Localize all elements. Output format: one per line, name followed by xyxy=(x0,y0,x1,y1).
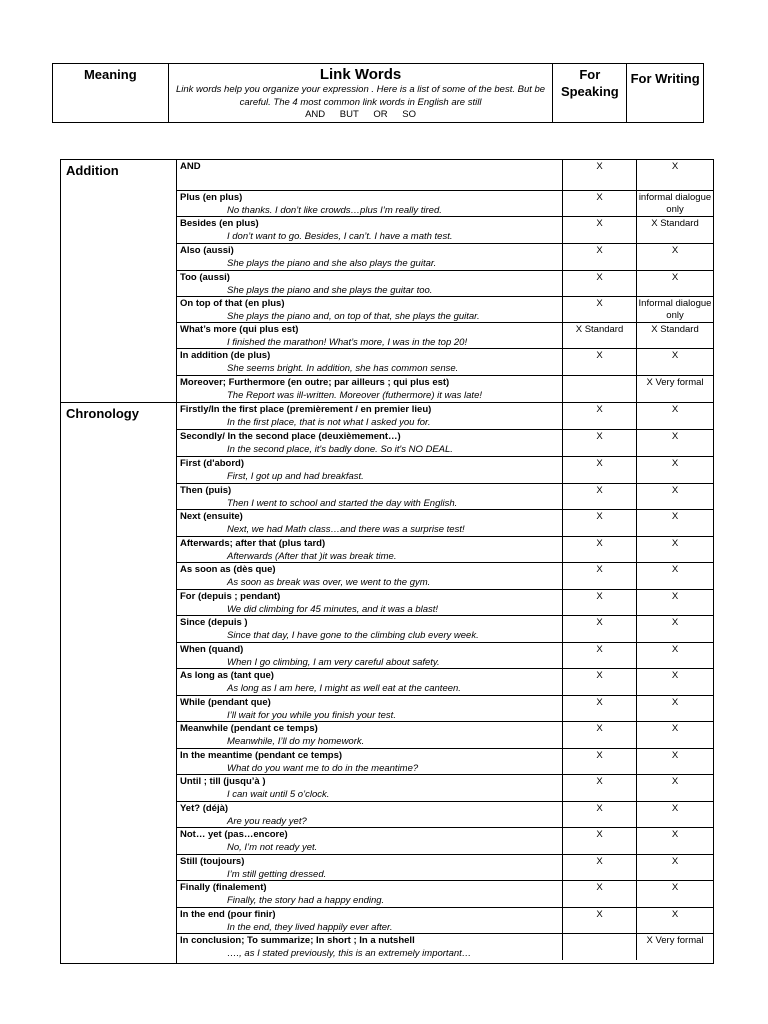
writing-cell: X xyxy=(671,458,679,469)
writing-cell: X xyxy=(671,245,679,256)
table-row xyxy=(177,562,713,589)
writing-cell: X xyxy=(671,485,679,496)
link-word: When (quand) xyxy=(180,644,244,655)
header-description: Link words help you organize your expression . Here is a list of some of the best. But be careful. The 4 most common link words in English are still xyxy=(175,84,546,108)
example-sentence: Afterwards (After that )it was break time. xyxy=(227,551,397,562)
example-sentence: In the second place, it's badly done. So it's NO DEAL. xyxy=(227,444,453,455)
speaking-cell: X xyxy=(563,244,637,270)
writing-cell: X xyxy=(671,882,679,893)
link-word: While (pendant que) xyxy=(180,697,271,708)
link-word: As long as (tant que) xyxy=(180,670,274,681)
writing-cell: X xyxy=(671,829,679,840)
section-rows xyxy=(177,403,713,963)
entry-cell xyxy=(177,749,563,774)
entry-cell xyxy=(177,669,563,695)
entry-cell xyxy=(177,855,563,880)
writing-cell: X xyxy=(671,538,679,549)
example-sentence: Finally, the story had a happy ending. xyxy=(227,895,385,906)
writing-cell: X Very formal xyxy=(646,935,704,946)
entry-cell xyxy=(177,775,563,801)
writing-cell: X xyxy=(671,723,679,734)
link-word: Finally (finalement) xyxy=(180,882,267,893)
table-row xyxy=(177,589,713,615)
entry-cell xyxy=(177,323,563,348)
table-row xyxy=(177,270,713,296)
link-word: First (d'abord) xyxy=(180,458,245,469)
entry-cell xyxy=(177,643,563,668)
link-word: AND xyxy=(180,161,201,172)
header-for-writing: For Writing xyxy=(630,71,700,86)
entry-cell xyxy=(177,537,563,562)
link-word: Meanwhile (pendant ce temps) xyxy=(180,723,318,734)
speaking-cell: X xyxy=(563,537,637,562)
link-word: In the meantime (pendant ce temps) xyxy=(180,750,343,761)
table-row xyxy=(177,483,713,509)
link-word: Plus (en plus) xyxy=(180,192,243,203)
speaking-cell: X xyxy=(563,616,637,642)
entry-cell xyxy=(177,457,563,483)
link-word: Too (aussi) xyxy=(180,272,230,283)
section-chronology xyxy=(61,402,713,963)
table-row xyxy=(177,536,713,562)
section-addition xyxy=(61,160,713,402)
example-sentence: She seems bright. In addition, she has common sense. xyxy=(227,363,459,374)
table-row xyxy=(177,429,713,456)
common-word: BUT xyxy=(339,109,359,120)
table-row xyxy=(177,854,713,880)
link-word: Since (depuis ) xyxy=(180,617,248,628)
entry-cell xyxy=(177,376,563,402)
table-row xyxy=(177,322,713,348)
entry-cell xyxy=(177,484,563,509)
example-sentence: We did climbing for 45 minutes, and it was a blast! xyxy=(227,604,439,615)
entry-cell xyxy=(177,244,563,270)
example-sentence: When I go climbing, I am very careful about safety. xyxy=(227,657,440,668)
example-sentence: I’m still getting dressed. xyxy=(227,869,327,880)
entry-cell xyxy=(177,616,563,642)
table-row xyxy=(177,509,713,536)
example-sentence: I finished the marathon! What’s more, I was in the top 20! xyxy=(227,337,468,348)
entry-cell xyxy=(177,908,563,933)
entry-cell xyxy=(177,403,563,429)
writing-cell: X xyxy=(671,856,679,867)
header-meaning: Meaning xyxy=(53,64,169,122)
writing-cell: X xyxy=(671,670,679,681)
common-word: SO xyxy=(402,109,417,120)
example-sentence: What do you want me to do in the meantime? xyxy=(227,763,419,774)
writing-cell: X xyxy=(671,564,679,575)
speaking-cell: X xyxy=(563,722,637,748)
entry-cell xyxy=(177,160,563,190)
writing-cell: X xyxy=(671,644,679,655)
example-sentence: As soon as break was over, we went to the gym. xyxy=(227,577,431,588)
link-word: Next (ensuite) xyxy=(180,511,243,522)
writing-cell: X xyxy=(671,591,679,602)
table-row xyxy=(177,668,713,695)
writing-cell: X xyxy=(671,750,679,761)
entry-cell xyxy=(177,510,563,536)
speaking-cell: X xyxy=(563,563,637,589)
table-row xyxy=(177,375,713,402)
example-sentence: I can wait until 5 o’clock. xyxy=(227,789,330,800)
speaking-cell: X Standard xyxy=(563,323,637,348)
section-label: Chronology xyxy=(61,403,177,963)
link-word: What’s more (qui plus est) xyxy=(180,324,299,335)
entry-cell xyxy=(177,349,563,375)
table-row xyxy=(177,642,713,668)
example-sentence: No thanks. I don’t like crowds…plus I’m really tired. xyxy=(227,205,442,216)
table-row xyxy=(177,907,713,933)
speaking-cell: X xyxy=(563,669,637,695)
writing-cell: X Standard xyxy=(651,218,699,229)
link-word: Secondly/ In the second place (deuxièmement…) xyxy=(180,431,401,442)
common-word: AND xyxy=(305,109,326,120)
speaking-cell: X xyxy=(563,828,637,854)
speaking-cell: X xyxy=(563,349,637,375)
speaking-cell: X xyxy=(563,403,637,429)
example-sentence: No, I’m not ready yet. xyxy=(227,842,318,853)
link-word: Then (puis) xyxy=(180,485,232,496)
table-row xyxy=(177,695,713,721)
section-label: Addition xyxy=(61,160,177,402)
entry-cell xyxy=(177,696,563,721)
link-words-table xyxy=(60,159,714,964)
common-word: OR xyxy=(373,109,388,120)
speaking-cell: X xyxy=(563,696,637,721)
header-main-cell xyxy=(169,64,554,122)
table-row xyxy=(177,296,713,322)
link-word: Not… yet (pas…encore) xyxy=(180,829,288,840)
table-row xyxy=(177,216,713,243)
table-row xyxy=(177,827,713,854)
entry-cell xyxy=(177,881,563,907)
link-word: Until ; till (jusqu’à ) xyxy=(180,776,266,787)
entry-cell xyxy=(177,828,563,854)
entry-cell xyxy=(177,297,563,322)
link-word: Still (toujours) xyxy=(180,856,245,867)
speaking-cell: X xyxy=(563,160,637,190)
speaking-cell: X xyxy=(563,775,637,801)
writing-cell: X xyxy=(671,404,679,415)
speaking-cell: X xyxy=(563,191,637,216)
link-word: Moreover; Furthermore (en outre; par ailleurs ; qui plus est) xyxy=(180,377,450,388)
table-row xyxy=(177,774,713,801)
speaking-cell: X xyxy=(563,881,637,907)
speaking-cell: X xyxy=(563,855,637,880)
table-row xyxy=(177,403,713,429)
example-sentence: In the first place, that is not what I asked you for. xyxy=(227,417,431,428)
speaking-cell: X xyxy=(563,510,637,536)
entry-cell xyxy=(177,563,563,589)
link-word: Besides (en plus) xyxy=(180,218,259,229)
example-sentence: She plays the piano and she plays the guitar too. xyxy=(227,285,433,296)
writing-cell: X xyxy=(671,511,679,522)
entry-cell xyxy=(177,271,563,296)
example-sentence: She plays the piano and she also plays the guitar. xyxy=(227,258,437,269)
table-row xyxy=(177,801,713,827)
speaking-cell: X xyxy=(563,908,637,933)
table-row xyxy=(177,243,713,270)
example-sentence: I don’t want to go. Besides, I can’t. I have a math test. xyxy=(227,231,453,242)
example-sentence: …., as I stated previously, this is an extremely important… xyxy=(227,948,472,959)
link-word: Firstly/In the first place (premièrement / en premier lieu) xyxy=(180,404,432,415)
speaking-cell: X xyxy=(563,457,637,483)
writing-cell: X xyxy=(671,803,679,814)
writing-cell: X Standard xyxy=(651,324,699,335)
speaking-cell: X xyxy=(563,484,637,509)
table-row xyxy=(177,456,713,483)
table-row xyxy=(177,190,713,216)
example-sentence: She plays the piano and, on top of that, she plays the guitar. xyxy=(227,311,480,322)
link-word: In addition (de plus) xyxy=(180,350,271,361)
entry-cell xyxy=(177,430,563,456)
entry-cell xyxy=(177,722,563,748)
header-table xyxy=(52,63,704,123)
writing-cell: X xyxy=(671,161,679,172)
example-sentence: The Report was ill-written. Moreover (futhermore) it was late! xyxy=(227,390,482,401)
table-row xyxy=(177,880,713,907)
link-word: For (depuis ; pendant) xyxy=(180,591,281,602)
writing-cell: X Very formal xyxy=(646,377,704,388)
speaking-cell: X xyxy=(563,643,637,668)
entry-cell xyxy=(177,191,563,216)
link-word: Afterwards; after that (plus tard) xyxy=(180,538,326,549)
example-sentence: As long as I am here, I might as well eat at the canteen. xyxy=(227,683,461,694)
link-word: Yet? (déjà) xyxy=(180,803,229,814)
writing-cell: X xyxy=(671,776,679,787)
speaking-cell: X xyxy=(563,749,637,774)
entry-cell xyxy=(177,217,563,243)
example-sentence: Since that day, I have gone to the climbing club every week. xyxy=(227,630,479,641)
example-sentence: Then I went to school and started the day with English. xyxy=(227,498,458,509)
speaking-cell xyxy=(563,934,637,960)
writing-cell: X xyxy=(671,697,679,708)
page-title: Link Words xyxy=(319,66,402,83)
example-sentence: I’ll wait for you while you finish your test. xyxy=(227,710,396,721)
speaking-cell: X xyxy=(563,802,637,827)
example-sentence: Next, we had Math class…and there was a surprise test! xyxy=(227,524,465,535)
link-word: On top of that (en plus) xyxy=(180,298,285,309)
example-sentence: Are you ready yet? xyxy=(227,816,307,827)
section-rows xyxy=(177,160,713,402)
writing-cell: X xyxy=(671,909,679,920)
speaking-cell: X xyxy=(563,271,637,296)
speaking-cell: X xyxy=(563,590,637,615)
header-for-speaking: For Speaking xyxy=(553,64,627,122)
table-row xyxy=(177,748,713,774)
speaking-cell: X xyxy=(563,297,637,322)
example-sentence: Meanwhile, I’ll do my homework. xyxy=(227,736,365,747)
link-word: In conclusion; To summarize; In short ; In a nutshell xyxy=(180,935,415,946)
link-word: As soon as (dès que) xyxy=(180,564,276,575)
table-row xyxy=(177,348,713,375)
example-sentence: In the end, they lived happily ever after. xyxy=(227,922,393,933)
table-row xyxy=(177,721,713,748)
writing-cell: informal dialogue only xyxy=(638,192,712,215)
writing-cell: X xyxy=(671,617,679,628)
link-word: In the end (pour finir) xyxy=(180,909,276,920)
entry-cell xyxy=(177,802,563,827)
entry-cell xyxy=(177,934,563,960)
speaking-cell: X xyxy=(563,217,637,243)
writing-cell: X xyxy=(671,350,679,361)
table-row xyxy=(177,933,713,960)
entry-cell xyxy=(177,590,563,615)
writing-cell: Informal dialogue only xyxy=(638,298,712,321)
table-row xyxy=(177,160,713,190)
link-word: Also (aussi) xyxy=(180,245,234,256)
common-words xyxy=(169,109,553,120)
speaking-cell xyxy=(563,376,637,402)
example-sentence: First, I got up and had breakfast. xyxy=(227,471,364,482)
writing-cell: X xyxy=(671,272,679,283)
table-row xyxy=(177,615,713,642)
speaking-cell: X xyxy=(563,430,637,456)
writing-cell: X xyxy=(671,431,679,442)
